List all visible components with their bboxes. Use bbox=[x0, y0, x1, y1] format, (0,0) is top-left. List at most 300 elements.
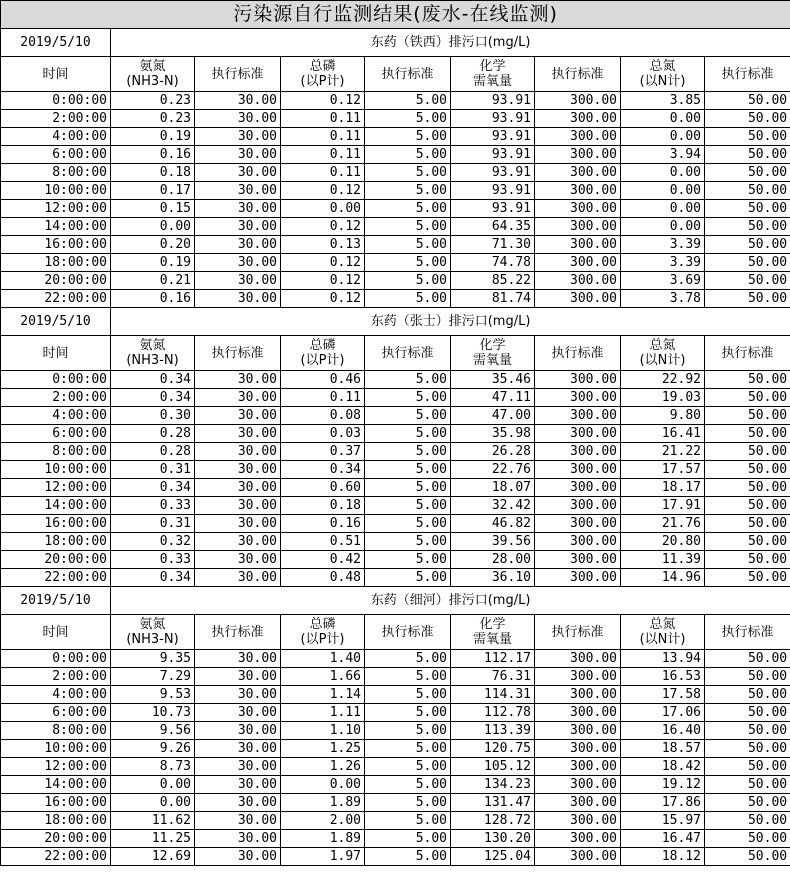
value-cell: 300.00 bbox=[535, 551, 621, 569]
value-cell: 50.00 bbox=[705, 461, 790, 479]
time-cell: 4:00:00 bbox=[1, 407, 111, 425]
time-cell: 8:00:00 bbox=[1, 443, 111, 461]
column-header: 执行标准 bbox=[195, 615, 281, 650]
section-date: 2019/5/10 bbox=[1, 308, 111, 336]
value-cell: 30.00 bbox=[195, 668, 281, 686]
value-cell: 0.28 bbox=[111, 425, 195, 443]
value-cell: 50.00 bbox=[705, 686, 790, 704]
value-cell: 50.00 bbox=[705, 92, 790, 110]
value-cell: 5.00 bbox=[365, 236, 451, 254]
value-cell: 18.42 bbox=[621, 758, 705, 776]
value-cell: 5.00 bbox=[365, 290, 451, 308]
value-cell: 17.86 bbox=[621, 794, 705, 812]
value-cell: 5.00 bbox=[365, 740, 451, 758]
value-cell: 50.00 bbox=[705, 146, 790, 164]
value-cell: 47.00 bbox=[451, 407, 535, 425]
value-cell: 93.91 bbox=[451, 200, 535, 218]
value-cell: 50.00 bbox=[705, 218, 790, 236]
value-cell: 22.76 bbox=[451, 461, 535, 479]
value-cell: 30.00 bbox=[195, 722, 281, 740]
value-cell: 0.00 bbox=[111, 218, 195, 236]
time-cell: 16:00:00 bbox=[1, 236, 111, 254]
time-cell: 16:00:00 bbox=[1, 515, 111, 533]
value-cell: 9.56 bbox=[111, 722, 195, 740]
value-cell: 22.92 bbox=[621, 371, 705, 389]
value-cell: 20.80 bbox=[621, 533, 705, 551]
time-cell: 0:00:00 bbox=[1, 371, 111, 389]
value-cell: 131.47 bbox=[451, 794, 535, 812]
value-cell: 300.00 bbox=[535, 371, 621, 389]
value-cell: 300.00 bbox=[535, 146, 621, 164]
time-cell: 12:00:00 bbox=[1, 479, 111, 497]
value-cell: 3.85 bbox=[621, 92, 705, 110]
value-cell: 300.00 bbox=[535, 848, 621, 866]
value-cell: 17.58 bbox=[621, 686, 705, 704]
value-cell: 0.00 bbox=[281, 776, 365, 794]
value-cell: 300.00 bbox=[535, 218, 621, 236]
value-cell: 0.34 bbox=[111, 371, 195, 389]
value-cell: 30.00 bbox=[195, 650, 281, 668]
value-cell: 32.42 bbox=[451, 497, 535, 515]
value-cell: 5.00 bbox=[365, 569, 451, 587]
time-cell: 22:00:00 bbox=[1, 569, 111, 587]
time-cell: 2:00:00 bbox=[1, 110, 111, 128]
value-cell: 0.12 bbox=[281, 218, 365, 236]
value-cell: 0.12 bbox=[281, 272, 365, 290]
table-row bbox=[1, 515, 790, 533]
time-cell: 14:00:00 bbox=[1, 497, 111, 515]
value-cell: 30.00 bbox=[195, 425, 281, 443]
value-cell: 30.00 bbox=[195, 200, 281, 218]
value-cell: 0.00 bbox=[111, 776, 195, 794]
column-header: 总氮 (以N计) bbox=[621, 615, 705, 650]
value-cell: 30.00 bbox=[195, 794, 281, 812]
value-cell: 50.00 bbox=[705, 272, 790, 290]
value-cell: 50.00 bbox=[705, 443, 790, 461]
table-row bbox=[1, 146, 790, 164]
value-cell: 125.04 bbox=[451, 848, 535, 866]
table-row bbox=[1, 686, 790, 704]
value-cell: 76.31 bbox=[451, 668, 535, 686]
value-cell: 0.48 bbox=[281, 569, 365, 587]
table-row bbox=[1, 425, 790, 443]
value-cell: 93.91 bbox=[451, 182, 535, 200]
value-cell: 30.00 bbox=[195, 812, 281, 830]
table-row bbox=[1, 812, 790, 830]
column-header: 化学 需氧量 bbox=[451, 615, 535, 650]
value-cell: 5.00 bbox=[365, 110, 451, 128]
column-header: 总磷 (以P计) bbox=[281, 57, 365, 92]
column-header: 执行标准 bbox=[535, 57, 621, 92]
table-row bbox=[1, 290, 790, 308]
value-cell: 30.00 bbox=[195, 830, 281, 848]
value-cell: 46.82 bbox=[451, 515, 535, 533]
value-cell: 50.00 bbox=[705, 722, 790, 740]
value-cell: 1.26 bbox=[281, 758, 365, 776]
value-cell: 0.12 bbox=[281, 290, 365, 308]
value-cell: 105.12 bbox=[451, 758, 535, 776]
table-row bbox=[1, 479, 790, 497]
time-cell: 6:00:00 bbox=[1, 146, 111, 164]
value-cell: 5.00 bbox=[365, 200, 451, 218]
value-cell: 50.00 bbox=[705, 389, 790, 407]
table-row bbox=[1, 830, 790, 848]
value-cell: 1.66 bbox=[281, 668, 365, 686]
table-row bbox=[1, 218, 790, 236]
value-cell: 0.11 bbox=[281, 128, 365, 146]
time-cell: 6:00:00 bbox=[1, 704, 111, 722]
value-cell: 50.00 bbox=[705, 290, 790, 308]
value-cell: 300.00 bbox=[535, 461, 621, 479]
column-header: 化学 需氧量 bbox=[451, 336, 535, 371]
value-cell: 0.31 bbox=[111, 461, 195, 479]
value-cell: 0.32 bbox=[111, 533, 195, 551]
value-cell: 30.00 bbox=[195, 740, 281, 758]
value-cell: 30.00 bbox=[195, 515, 281, 533]
value-cell: 30.00 bbox=[195, 272, 281, 290]
value-cell: 19.12 bbox=[621, 776, 705, 794]
value-cell: 50.00 bbox=[705, 758, 790, 776]
value-cell: 300.00 bbox=[535, 272, 621, 290]
time-cell: 22:00:00 bbox=[1, 290, 111, 308]
time-cell: 16:00:00 bbox=[1, 794, 111, 812]
column-header: 执行标准 bbox=[365, 57, 451, 92]
value-cell: 0.00 bbox=[621, 110, 705, 128]
value-cell: 300.00 bbox=[535, 569, 621, 587]
value-cell: 120.75 bbox=[451, 740, 535, 758]
value-cell: 300.00 bbox=[535, 812, 621, 830]
value-cell: 12.69 bbox=[111, 848, 195, 866]
value-cell: 50.00 bbox=[705, 164, 790, 182]
table-row bbox=[1, 740, 790, 758]
column-header: 执行标准 bbox=[195, 57, 281, 92]
value-cell: 300.00 bbox=[535, 650, 621, 668]
value-cell: 130.20 bbox=[451, 830, 535, 848]
table-row bbox=[1, 650, 790, 668]
value-cell: 81.74 bbox=[451, 290, 535, 308]
value-cell: 50.00 bbox=[705, 776, 790, 794]
value-cell: 300.00 bbox=[535, 290, 621, 308]
value-cell: 0.21 bbox=[111, 272, 195, 290]
value-cell: 112.78 bbox=[451, 704, 535, 722]
time-cell: 18:00:00 bbox=[1, 533, 111, 551]
column-header: 总氮 (以N计) bbox=[621, 57, 705, 92]
value-cell: 16.40 bbox=[621, 722, 705, 740]
table-row bbox=[1, 497, 790, 515]
time-cell: 14:00:00 bbox=[1, 218, 111, 236]
value-cell: 18.17 bbox=[621, 479, 705, 497]
section-header-row bbox=[1, 587, 790, 615]
value-cell: 0.11 bbox=[281, 110, 365, 128]
table-row bbox=[1, 758, 790, 776]
value-cell: 300.00 bbox=[535, 794, 621, 812]
value-cell: 50.00 bbox=[705, 830, 790, 848]
table-row bbox=[1, 110, 790, 128]
table-row bbox=[1, 182, 790, 200]
value-cell: 11.25 bbox=[111, 830, 195, 848]
value-cell: 0.34 bbox=[111, 389, 195, 407]
value-cell: 0.28 bbox=[111, 443, 195, 461]
value-cell: 30.00 bbox=[195, 236, 281, 254]
value-cell: 35.98 bbox=[451, 425, 535, 443]
value-cell: 5.00 bbox=[365, 425, 451, 443]
time-cell: 18:00:00 bbox=[1, 812, 111, 830]
value-cell: 50.00 bbox=[705, 650, 790, 668]
value-cell: 5.00 bbox=[365, 479, 451, 497]
table-row bbox=[1, 254, 790, 272]
section-location: 东药（铁西）排污口(mg/L) bbox=[111, 29, 790, 57]
column-header: 时间 bbox=[1, 615, 111, 650]
column-header: 执行标准 bbox=[365, 615, 451, 650]
value-cell: 30.00 bbox=[195, 407, 281, 425]
value-cell: 30.00 bbox=[195, 443, 281, 461]
table-row bbox=[1, 794, 790, 812]
value-cell: 17.06 bbox=[621, 704, 705, 722]
column-header: 氨氮 (NH3-N) bbox=[111, 615, 195, 650]
value-cell: 0.42 bbox=[281, 551, 365, 569]
value-cell: 50.00 bbox=[705, 110, 790, 128]
value-cell: 30.00 bbox=[195, 479, 281, 497]
value-cell: 5.00 bbox=[365, 830, 451, 848]
value-cell: 300.00 bbox=[535, 110, 621, 128]
value-cell: 0.23 bbox=[111, 92, 195, 110]
time-cell: 20:00:00 bbox=[1, 551, 111, 569]
value-cell: 0.12 bbox=[281, 92, 365, 110]
table-row bbox=[1, 551, 790, 569]
value-cell: 8.73 bbox=[111, 758, 195, 776]
value-cell: 300.00 bbox=[535, 704, 621, 722]
value-cell: 1.89 bbox=[281, 794, 365, 812]
column-header: 执行标准 bbox=[195, 336, 281, 371]
value-cell: 2.00 bbox=[281, 812, 365, 830]
value-cell: 50.00 bbox=[705, 497, 790, 515]
value-cell: 50.00 bbox=[705, 569, 790, 587]
value-cell: 30.00 bbox=[195, 92, 281, 110]
value-cell: 300.00 bbox=[535, 425, 621, 443]
table-row bbox=[1, 371, 790, 389]
value-cell: 1.14 bbox=[281, 686, 365, 704]
value-cell: 93.91 bbox=[451, 146, 535, 164]
value-cell: 5.00 bbox=[365, 704, 451, 722]
value-cell: 5.00 bbox=[365, 515, 451, 533]
value-cell: 5.00 bbox=[365, 758, 451, 776]
value-cell: 300.00 bbox=[535, 200, 621, 218]
value-cell: 0.13 bbox=[281, 236, 365, 254]
value-cell: 39.56 bbox=[451, 533, 535, 551]
section-date: 2019/5/10 bbox=[1, 587, 111, 615]
value-cell: 30.00 bbox=[195, 389, 281, 407]
column-header: 总磷 (以P计) bbox=[281, 615, 365, 650]
value-cell: 50.00 bbox=[705, 515, 790, 533]
time-cell: 4:00:00 bbox=[1, 686, 111, 704]
value-cell: 5.00 bbox=[365, 389, 451, 407]
value-cell: 5.00 bbox=[365, 218, 451, 236]
value-cell: 1.10 bbox=[281, 722, 365, 740]
value-cell: 50.00 bbox=[705, 254, 790, 272]
value-cell: 112.17 bbox=[451, 650, 535, 668]
value-cell: 5.00 bbox=[365, 533, 451, 551]
value-cell: 14.96 bbox=[621, 569, 705, 587]
time-cell: 12:00:00 bbox=[1, 758, 111, 776]
table-row bbox=[1, 461, 790, 479]
value-cell: 36.10 bbox=[451, 569, 535, 587]
value-cell: 7.29 bbox=[111, 668, 195, 686]
value-cell: 30.00 bbox=[195, 848, 281, 866]
value-cell: 3.39 bbox=[621, 254, 705, 272]
value-cell: 0.12 bbox=[281, 182, 365, 200]
time-cell: 20:00:00 bbox=[1, 830, 111, 848]
value-cell: 9.35 bbox=[111, 650, 195, 668]
value-cell: 300.00 bbox=[535, 254, 621, 272]
time-cell: 6:00:00 bbox=[1, 425, 111, 443]
value-cell: 300.00 bbox=[535, 497, 621, 515]
time-cell: 4:00:00 bbox=[1, 128, 111, 146]
value-cell: 0.08 bbox=[281, 407, 365, 425]
value-cell: 0.17 bbox=[111, 182, 195, 200]
value-cell: 50.00 bbox=[705, 668, 790, 686]
value-cell: 21.76 bbox=[621, 515, 705, 533]
value-cell: 30.00 bbox=[195, 110, 281, 128]
value-cell: 11.62 bbox=[111, 812, 195, 830]
column-header: 执行标准 bbox=[705, 615, 790, 650]
value-cell: 0.16 bbox=[281, 515, 365, 533]
value-cell: 9.53 bbox=[111, 686, 195, 704]
value-cell: 30.00 bbox=[195, 758, 281, 776]
value-cell: 114.31 bbox=[451, 686, 535, 704]
table-row bbox=[1, 776, 790, 794]
value-cell: 0.11 bbox=[281, 389, 365, 407]
value-cell: 15.97 bbox=[621, 812, 705, 830]
value-cell: 71.30 bbox=[451, 236, 535, 254]
value-cell: 50.00 bbox=[705, 812, 790, 830]
value-cell: 93.91 bbox=[451, 110, 535, 128]
value-cell: 0.31 bbox=[111, 515, 195, 533]
value-cell: 0.60 bbox=[281, 479, 365, 497]
value-cell: 64.35 bbox=[451, 218, 535, 236]
value-cell: 5.00 bbox=[365, 182, 451, 200]
value-cell: 5.00 bbox=[365, 164, 451, 182]
value-cell: 3.94 bbox=[621, 146, 705, 164]
value-cell: 5.00 bbox=[365, 722, 451, 740]
value-cell: 28.00 bbox=[451, 551, 535, 569]
time-cell: 0:00:00 bbox=[1, 92, 111, 110]
time-cell: 2:00:00 bbox=[1, 389, 111, 407]
table-row bbox=[1, 533, 790, 551]
value-cell: 30.00 bbox=[195, 146, 281, 164]
value-cell: 1.25 bbox=[281, 740, 365, 758]
value-cell: 0.51 bbox=[281, 533, 365, 551]
value-cell: 3.39 bbox=[621, 236, 705, 254]
value-cell: 16.41 bbox=[621, 425, 705, 443]
value-cell: 5.00 bbox=[365, 461, 451, 479]
value-cell: 300.00 bbox=[535, 164, 621, 182]
table-row bbox=[1, 389, 790, 407]
column-header: 氨氮 (NH3-N) bbox=[111, 336, 195, 371]
table-row bbox=[1, 164, 790, 182]
value-cell: 50.00 bbox=[705, 794, 790, 812]
page-title: 污染源自行监测结果(废水-在线监测) bbox=[1, 1, 790, 29]
value-cell: 74.78 bbox=[451, 254, 535, 272]
column-header: 执行标准 bbox=[365, 336, 451, 371]
value-cell: 93.91 bbox=[451, 92, 535, 110]
value-cell: 1.97 bbox=[281, 848, 365, 866]
value-cell: 0.00 bbox=[621, 164, 705, 182]
value-cell: 3.69 bbox=[621, 272, 705, 290]
value-cell: 5.00 bbox=[365, 254, 451, 272]
value-cell: 30.00 bbox=[195, 497, 281, 515]
column-header: 化学 需氧量 bbox=[451, 57, 535, 92]
value-cell: 1.89 bbox=[281, 830, 365, 848]
time-cell: 20:00:00 bbox=[1, 272, 111, 290]
value-cell: 300.00 bbox=[535, 668, 621, 686]
table-row bbox=[1, 704, 790, 722]
value-cell: 50.00 bbox=[705, 551, 790, 569]
value-cell: 0.00 bbox=[621, 200, 705, 218]
value-cell: 300.00 bbox=[535, 92, 621, 110]
value-cell: 9.80 bbox=[621, 407, 705, 425]
value-cell: 50.00 bbox=[705, 740, 790, 758]
table-row bbox=[1, 848, 790, 866]
time-cell: 10:00:00 bbox=[1, 461, 111, 479]
value-cell: 19.03 bbox=[621, 389, 705, 407]
column-header-row bbox=[1, 57, 790, 92]
section-location: 东药（细河）排污口(mg/L) bbox=[111, 587, 790, 615]
value-cell: 50.00 bbox=[705, 479, 790, 497]
value-cell: 300.00 bbox=[535, 236, 621, 254]
value-cell: 300.00 bbox=[535, 740, 621, 758]
value-cell: 0.16 bbox=[111, 146, 195, 164]
column-header: 氨氮 (NH3-N) bbox=[111, 57, 195, 92]
value-cell: 5.00 bbox=[365, 794, 451, 812]
value-cell: 13.94 bbox=[621, 650, 705, 668]
column-header: 总氮 (以N计) bbox=[621, 336, 705, 371]
value-cell: 18.57 bbox=[621, 740, 705, 758]
column-header: 时间 bbox=[1, 57, 111, 92]
table-row bbox=[1, 722, 790, 740]
time-cell: 14:00:00 bbox=[1, 776, 111, 794]
column-header-row bbox=[1, 615, 790, 650]
value-cell: 93.91 bbox=[451, 128, 535, 146]
value-cell: 0.03 bbox=[281, 425, 365, 443]
value-cell: 50.00 bbox=[705, 425, 790, 443]
value-cell: 30.00 bbox=[195, 182, 281, 200]
value-cell: 30.00 bbox=[195, 128, 281, 146]
value-cell: 0.34 bbox=[111, 479, 195, 497]
table-row bbox=[1, 569, 790, 587]
value-cell: 1.40 bbox=[281, 650, 365, 668]
column-header: 执行标准 bbox=[535, 615, 621, 650]
section-header-row bbox=[1, 29, 790, 57]
value-cell: 30.00 bbox=[195, 704, 281, 722]
value-cell: 0.11 bbox=[281, 164, 365, 182]
value-cell: 5.00 bbox=[365, 686, 451, 704]
value-cell: 5.00 bbox=[365, 407, 451, 425]
value-cell: 5.00 bbox=[365, 146, 451, 164]
value-cell: 17.57 bbox=[621, 461, 705, 479]
value-cell: 300.00 bbox=[535, 722, 621, 740]
value-cell: 300.00 bbox=[535, 128, 621, 146]
value-cell: 0.00 bbox=[111, 794, 195, 812]
value-cell: 30.00 bbox=[195, 218, 281, 236]
time-cell: 0:00:00 bbox=[1, 650, 111, 668]
value-cell: 30.00 bbox=[195, 569, 281, 587]
time-cell: 22:00:00 bbox=[1, 848, 111, 866]
value-cell: 0.15 bbox=[111, 200, 195, 218]
value-cell: 0.00 bbox=[621, 128, 705, 146]
value-cell: 30.00 bbox=[195, 461, 281, 479]
value-cell: 300.00 bbox=[535, 182, 621, 200]
value-cell: 0.18 bbox=[281, 497, 365, 515]
